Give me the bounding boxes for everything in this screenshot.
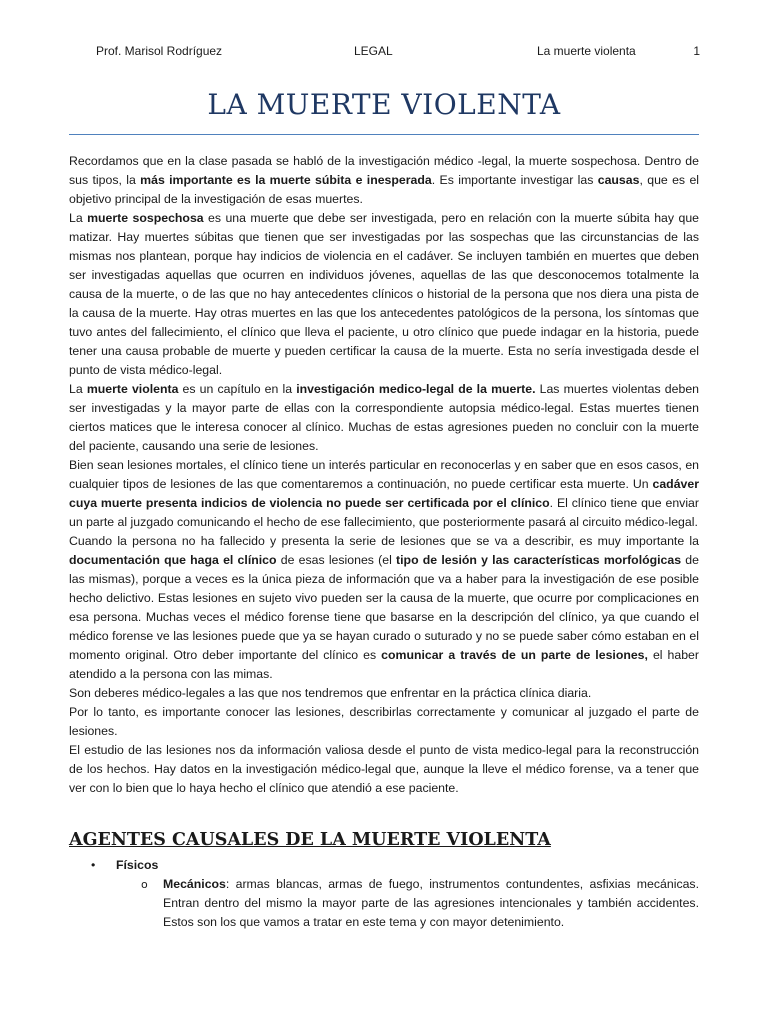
document-body	[69, 152, 699, 798]
body-paragraph	[69, 684, 699, 703]
paragraph-text: de esas lesiones (el	[276, 553, 397, 567]
header-author: Prof. Marisol Rodríguez	[96, 44, 223, 58]
header-page-number: 1	[693, 44, 700, 58]
bold-text: muerte sospechosa	[87, 211, 204, 225]
document-title: LA MUERTE VIOLENTA	[207, 88, 561, 121]
bold-text: tipo de lesión y las características morfológicas	[396, 553, 682, 567]
title-underline-divider	[69, 134, 699, 135]
bold-text: causas	[597, 173, 640, 187]
body-paragraph	[69, 456, 699, 532]
paragraph-text: de las mismas), porque a veces es la única pieza de información que va a haber para la investigación de ese posible hecho delictivo. Estas lesiones en sujeto vivo pueden ser la causa de la muerte, que ocurre por complicaciones en esa persona. Muchas veces el médico forense tiene que basarse en la descripción del clínico, ya que cuando el médico forense ve las lesiones puede que ya se hayan curado o suturado y no se puede saber cómo estaban en el momento original. Otro deber importante del clínico es	[69, 553, 699, 662]
paragraph-text: . El clínico tiene que enviar un parte al juzgado comunicando el hecho de ese fallecimiento, que posteriormente pasará al circuito médico-legal.	[69, 496, 699, 529]
body-paragraph	[69, 703, 699, 741]
paragraph-text: es un capítulo en la	[178, 382, 297, 396]
paragraph-text: el haber atendido a la persona con las mimas.	[69, 648, 699, 681]
paragraph-text: La	[69, 382, 87, 396]
paragraph-text: Las muertes violentas deben ser investigadas y la mayor parte de ellas con la correspondiente autopsia médico-legal. Estas muertes tienen ciertos matices que le interesa conocer al clínico. Muchas de estas agresiones pueden no concluir con la muerte del paciente, causando una serie de lesiones.	[69, 382, 699, 453]
sublist-item-text: : armas blancas, armas de fuego, instrumentos contundentes, asfixias mecánicas. Entran dentro del mismo la mayor parte de las agresiones intencionales y también accidentes. Estos son los que vamos a tratar en este tema y con mayor detenimiento.	[163, 877, 699, 929]
body-paragraph	[69, 741, 699, 798]
sublist-item-mecanicos	[69, 875, 699, 932]
section-heading: AGENTES CAUSALES DE LA MUERTE VIOLENTA	[69, 830, 551, 850]
paragraph-text: Recordamos que en la clase pasada se habló de la investigación médico -legal, la muerte sospechosa. Dentro de sus tipos, la	[69, 154, 699, 187]
paragraph-text: Son deberes médico-legales a las que nos tendremos que enfrentar en la práctica clínica diaria.	[69, 686, 592, 700]
paragraph-text: . Es importante investigar las	[431, 173, 598, 187]
paragraph-text: es una muerte que debe ser investigada, pero en relación con la muerte súbita hay que matizar. Hay muertes súbitas que tienen que ser investigadas por las sospechas que las circunstancias de las mismas nos plantean, porque hay indicios de violencia en el cadáver. Se incluyen también en muertes que deben ser investigadas aquellas que ocurren en individuos jóvenes, aquellas de las que desconocemos totalmente la causa de la muerte, o de las que no hay antecedentes clínicos o historial de la persona que nos diera una pista de la causa de la muerte. Hay otras muertes en las que los antecedentes patológicos de la persona, los síntomas que tuvo antes del fallecimiento, el clínico que lleva el paciente, u otro clínico que puede indagar en la historia, puede tener una causa probable de muerte y pueden certificar la causa de la muerte. Esta no sería investigada desde el punto de vista médico-legal.	[69, 211, 699, 377]
bullet-marker: •	[91, 858, 96, 872]
body-paragraph	[69, 209, 699, 380]
header-subject: LEGAL	[354, 44, 393, 58]
list-item-fisicos	[69, 856, 699, 875]
bold-text: muerte violenta	[86, 382, 179, 396]
body-paragraph	[69, 152, 699, 209]
body-paragraph	[69, 380, 699, 456]
bold-text: más importante es la muerte súbita e inesperada	[140, 173, 432, 187]
bold-text: documentación que haga el clínico	[69, 553, 277, 567]
bold-text: investigación medico-legal de la muerte.	[296, 382, 536, 396]
page-header	[96, 44, 700, 60]
paragraph-text: La	[69, 211, 88, 225]
paragraph-text: Bien sean lesiones mortales, el clínico tiene un interés particular en reconocerlas y en saber que en esos casos, en cualquier tipos de lesiones de las que comentaremos a continuación, no puede certificar esta muerte. Un	[69, 458, 699, 491]
paragraph-text: , que es el objetivo principal de la investigación de esas muertes.	[69, 173, 700, 206]
paragraph-text: Cuando la persona no ha fallecido y presenta la serie de lesiones que se va a describir, es muy importante la	[69, 534, 699, 548]
paragraph-text: El estudio de las lesiones nos da información valiosa desde el punto de vista medico-legal para la reconstrucción de los hechos. Hay datos en la investigación médico-legal que, aunque la lleve el médico forense, va a tener que ver con lo bien que lo haya hecho el clínico que atendió a ese paciente.	[69, 743, 699, 795]
body-paragraph	[69, 532, 699, 684]
bold-text: comunicar a través de un parte de lesiones,	[381, 648, 648, 662]
header-topic: La muerte violenta	[537, 44, 636, 58]
sublist-item-label: Mecánicos	[163, 877, 226, 891]
causal-agents-list	[69, 856, 699, 932]
paragraph-text: Por lo tanto, es importante conocer las lesiones, describirlas correctamente y comunicar al juzgado el parte de lesiones.	[69, 705, 699, 738]
bold-text: cadáver cuya muerte presenta indicios de violencia no puede ser certificada por el clínico	[69, 477, 699, 510]
list-item-label: Físicos	[116, 858, 159, 872]
sub-bullet-marker: o	[141, 878, 148, 891]
